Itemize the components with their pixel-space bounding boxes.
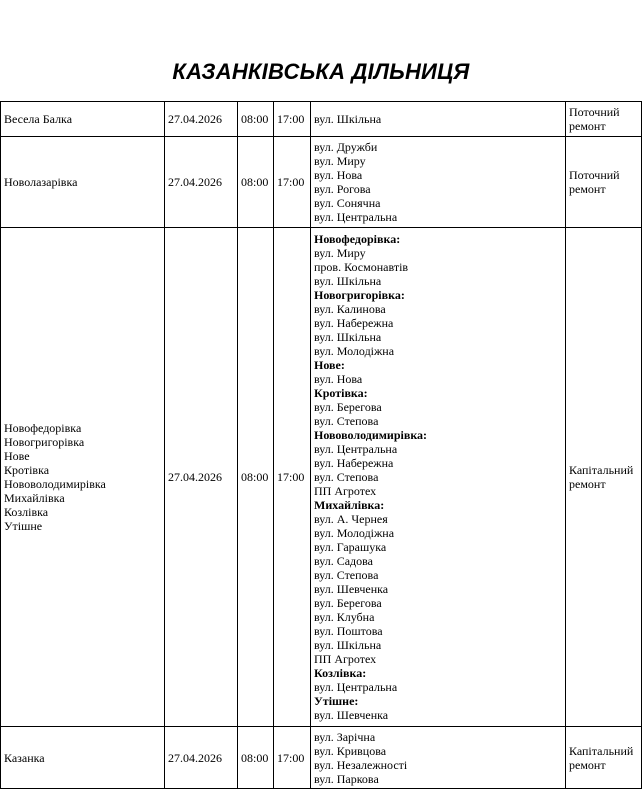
street-name: вул. Нова bbox=[314, 168, 363, 182]
work-type-cell bbox=[566, 228, 642, 727]
outage-schedule-table bbox=[0, 101, 642, 789]
settlements-cell bbox=[1, 228, 165, 727]
start-time-cell: 08:00 bbox=[238, 727, 274, 789]
street-name: вул. Гарашука bbox=[314, 540, 387, 554]
street-name: вул. Зарічна bbox=[314, 729, 376, 744]
street-name: вул. Степова bbox=[314, 568, 379, 582]
street-name: вул. Кривцова bbox=[314, 743, 387, 758]
settlement-name: Нове bbox=[4, 449, 30, 463]
work-type-text: ремонт bbox=[569, 182, 606, 196]
end-time-cell: 17:00 bbox=[274, 727, 311, 789]
settlement-name: Кротівка bbox=[4, 463, 50, 477]
street-name: вул. Шкільна bbox=[314, 330, 382, 344]
street-name: вул. Незалежності bbox=[314, 757, 408, 772]
streets-cell bbox=[311, 137, 566, 228]
settlement-name: Весела Балка bbox=[4, 112, 73, 126]
street-name: вул. Центральна bbox=[314, 442, 398, 456]
page-title: КАЗАНКІВСЬКА ДІЛЬНИЦЯ bbox=[172, 59, 470, 84]
street-name: вул. Молодіжна bbox=[314, 526, 395, 540]
street-name: вул. Калинова bbox=[314, 302, 386, 316]
street-name: вул. Молодіжна bbox=[314, 344, 395, 358]
work-type-text: Поточний bbox=[569, 105, 620, 119]
street-name: вул. Степова bbox=[314, 414, 379, 428]
work-type-cell bbox=[566, 727, 642, 789]
street-name: вул. Миру bbox=[314, 246, 366, 260]
street-name: вул. Набережна bbox=[314, 456, 394, 470]
street-name: ПП Агротех bbox=[314, 484, 377, 498]
street-name: вул. Миру bbox=[314, 154, 366, 168]
work-type-text: Поточний bbox=[569, 168, 620, 182]
date-cell: 27.04.2026 bbox=[165, 727, 238, 789]
settlement-heading: Нововолодимирівка: bbox=[314, 428, 428, 442]
date-cell: 27.04.2026 bbox=[165, 228, 238, 727]
start-time-cell: 08:00 bbox=[238, 137, 274, 228]
settlement-name: Новофедорівка bbox=[4, 421, 82, 435]
settlement-name: Новогригорівка bbox=[4, 435, 85, 449]
work-type-text: Капітальний bbox=[569, 743, 634, 758]
street-name: вул. Рогова bbox=[314, 182, 371, 196]
settlement-name: Нововолодимирівка bbox=[4, 477, 106, 491]
streets-cell bbox=[311, 102, 566, 137]
street-name: вул. Дружби bbox=[314, 140, 378, 154]
table-row bbox=[1, 137, 642, 228]
street-name: вул. Центральна bbox=[314, 680, 398, 694]
street-name: вул. Поштова bbox=[314, 624, 383, 638]
settlement-heading: Козлівка: bbox=[314, 666, 367, 680]
street-name: вул. Нова bbox=[314, 372, 363, 386]
settlements-cell bbox=[1, 137, 165, 228]
date-cell: 27.04.2026 bbox=[165, 137, 238, 228]
end-time-cell: 17:00 bbox=[274, 137, 311, 228]
streets-cell bbox=[311, 228, 566, 727]
settlement-heading: Новогригорівка: bbox=[314, 288, 405, 302]
street-name: вул. Центральна bbox=[314, 210, 398, 224]
end-time-cell: 17:00 bbox=[274, 102, 311, 137]
start-time-cell: 08:00 bbox=[238, 102, 274, 137]
table-row bbox=[1, 102, 642, 137]
settlement-name: Козлівка bbox=[4, 505, 49, 519]
street-name: вул. Набережна bbox=[314, 316, 394, 330]
street-name: ПП Агротех bbox=[314, 652, 377, 666]
street-name: вул. А. Чернея bbox=[314, 512, 388, 526]
street-name: вул. Берегова bbox=[314, 596, 382, 610]
table-row bbox=[1, 727, 642, 789]
settlement-name: Новолазарівка bbox=[4, 175, 78, 189]
settlement-name: Казанка bbox=[4, 750, 45, 765]
work-type-cell bbox=[566, 102, 642, 137]
streets-cell bbox=[311, 727, 566, 789]
end-time-cell: 17:00 bbox=[274, 228, 311, 727]
settlement-name: Михайлівка bbox=[4, 491, 65, 505]
street-name: вул. Шевченка bbox=[314, 708, 389, 722]
start-time-cell: 08:00 bbox=[238, 228, 274, 727]
settlement-heading: Кротівка: bbox=[314, 386, 368, 400]
street-name: пров. Космонавтів bbox=[314, 260, 409, 274]
street-name: вул. Клубна bbox=[314, 610, 375, 624]
street-name: вул. Шкільна bbox=[314, 274, 382, 288]
street-name: вул. Паркова bbox=[314, 771, 379, 786]
street-name: вул. Берегова bbox=[314, 400, 382, 414]
work-type-text: ремонт bbox=[569, 119, 606, 133]
street-name: вул. Сонячна bbox=[314, 196, 381, 210]
street-name: вул. Степова bbox=[314, 470, 379, 484]
street-name: вул. Садова bbox=[314, 554, 373, 568]
settlement-heading: Новофедорівка: bbox=[314, 232, 401, 246]
work-type-text: ремонт bbox=[569, 477, 606, 491]
settlement-heading: Утішне: bbox=[314, 694, 359, 708]
street-name: вул. Шкільна bbox=[314, 112, 382, 126]
settlement-heading: Нове: bbox=[314, 358, 345, 372]
settlement-name: Утішне bbox=[4, 519, 43, 533]
settlement-heading: Михайлівка: bbox=[314, 498, 385, 512]
street-name: вул. Шкільна bbox=[314, 638, 382, 652]
settlements-cell bbox=[1, 727, 165, 789]
work-type-cell bbox=[566, 137, 642, 228]
work-type-text: Капітальний bbox=[569, 463, 634, 477]
settlements-cell bbox=[1, 102, 165, 137]
street-name: вул. Шевченка bbox=[314, 582, 389, 596]
date-cell: 27.04.2026 bbox=[165, 102, 238, 137]
table-row bbox=[1, 228, 642, 727]
schedule-body bbox=[1, 102, 642, 789]
work-type-text: ремонт bbox=[569, 757, 606, 772]
